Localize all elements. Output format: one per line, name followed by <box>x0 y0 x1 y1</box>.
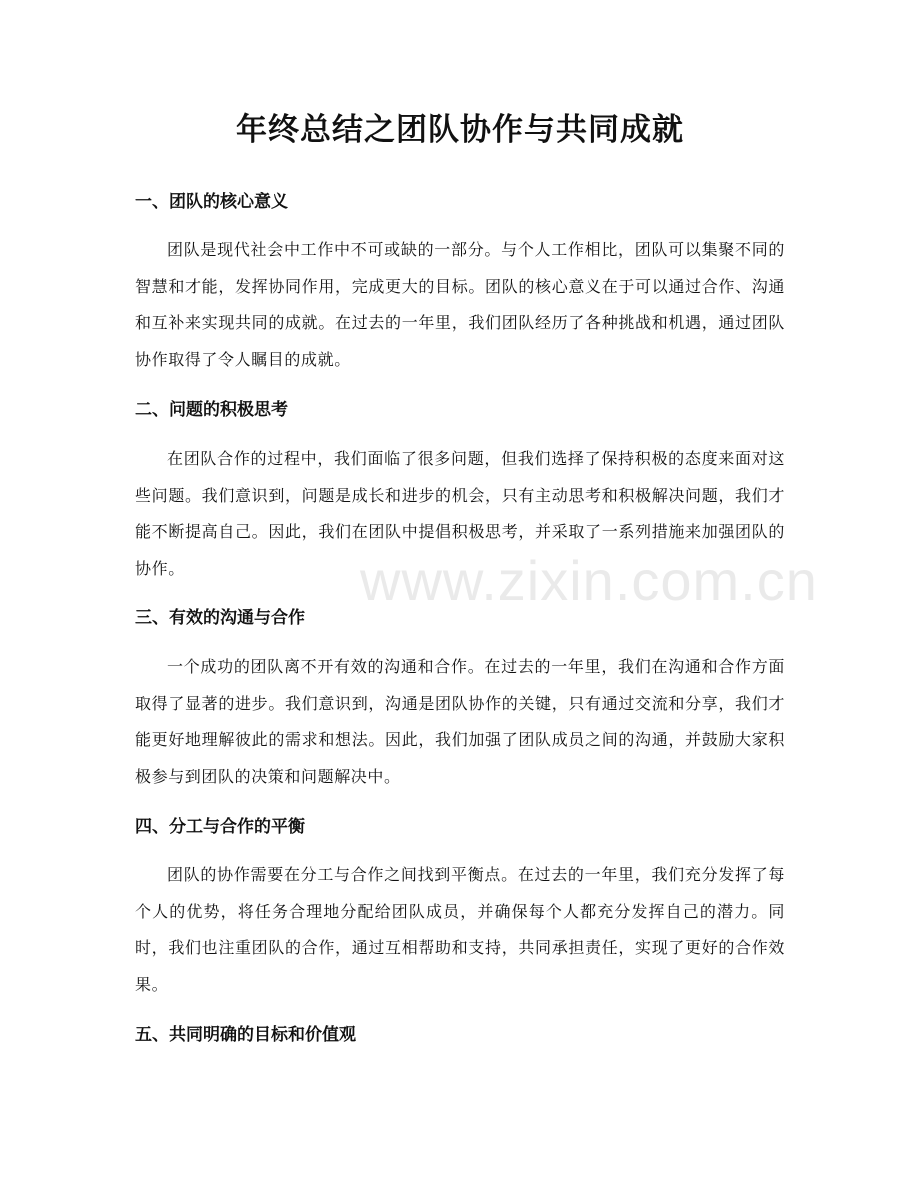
section-heading-1: 一、团队的核心意义 <box>135 192 288 212</box>
section-paragraph-2: 在团队合作的过程中，我们面临了很多问题，但我们选择了保持积极的态度来面对这些问题。我们意识到，问题是成长和进步的机会，只有主动思考和积极解决问题，我们才能不断提高自己。因此，我们在团队中提倡积极思考，并采取了一系列措施来加强团队的协作。 <box>135 449 785 578</box>
section-paragraph-3: 一个成功的团队离不开有效的沟通和合作。在过去的一年里，我们在沟通和合作方面取得了显著的进步。我们意识到，沟通是团队协作的关键，只有通过交流和分享，我们才能更好地理解彼此的需求和想法。因此，我们加强了团队成员之间的沟通，并鼓励大家积极参与到团队的决策和问题解决中。 <box>135 657 785 786</box>
section-paragraph-1: 团队是现代社会中工作中不可或缺的一部分。与个人工作相比，团队可以集聚不同的智慧和才能，发挥协同作用，完成更大的目标。团队的核心意义在于可以通过合作、沟通和互补来实现共同的成就。在过去的一年里，我们团队经历了各种挑战和机遇，通过团队协作取得了令人瞩目的成就。 <box>135 240 785 369</box>
section-heading-2: 二、问题的积极思考 <box>135 400 288 420</box>
section-heading-3: 三、有效的沟通与合作 <box>135 608 305 628</box>
section-paragraph-4: 团队的协作需要在分工与合作之间找到平衡点。在过去的一年里，我们充分发挥了每个人的优势，将任务合理地分配给团队成员，并确保每个人都充分发挥自己的潜力。同时，我们也注重团队的合作，通过互相帮助和支持，共同承担责任，实现了更好的合作效果。 <box>135 865 785 994</box>
document-title: 年终总结之团队协作与共同成就 <box>236 112 684 148</box>
section-heading-5: 五、共同明确的目标和价值观 <box>135 1025 356 1045</box>
section-heading-4: 四、分工与合作的平衡 <box>135 817 305 837</box>
watermark: www.zixin.com.cn <box>360 549 818 612</box>
